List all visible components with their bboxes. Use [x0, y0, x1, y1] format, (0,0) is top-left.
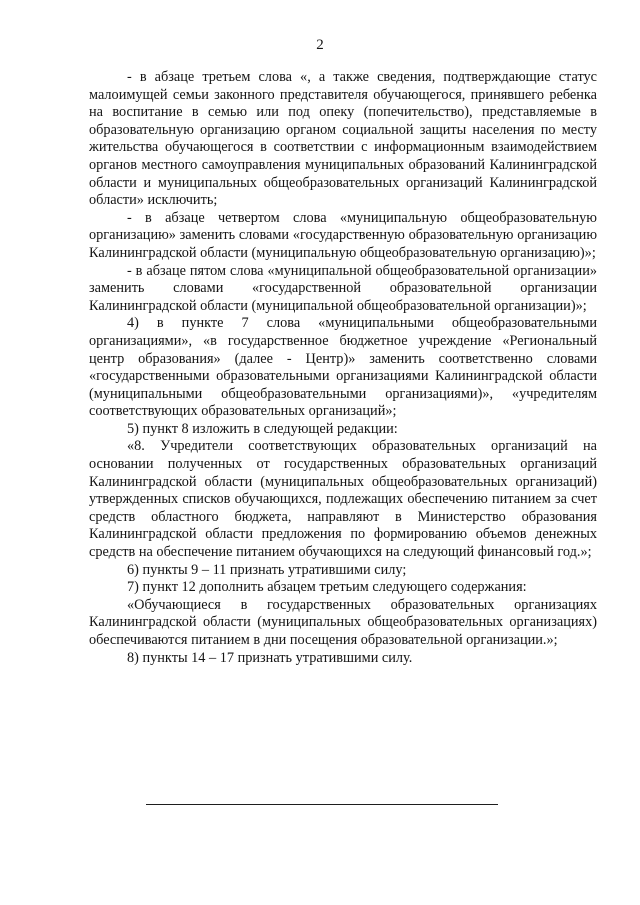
- closing-rule: [146, 804, 498, 805]
- document-body: [89, 69, 597, 667]
- paragraph-abzac-5: - в абзаце пятом слова «муниципальной общеобразовательной организации» заменить словами «государственной образовательной организации Калининградской области (муниципальной общеобразовательной организации)»;: [89, 262, 597, 314]
- paragraph-item-5: 5) пункт 8 изложить в следующей редакции:: [127, 420, 398, 437]
- paragraph-abzac-4: - в абзаце четвертом слова «муниципальную общеобразовательную организацию» заменить словами «государственную образовательную организацию Калининградской области (муниципальную общеобразовательную организацию)»;: [89, 209, 597, 261]
- paragraph-item-6: 6) пункты 9 – 11 признать утратившими силу;: [127, 561, 407, 578]
- paragraph-item-7: 7) пункт 12 дополнить абзацем третьим следующего содержания:: [127, 579, 527, 596]
- page-number: 2: [316, 37, 324, 53]
- paragraph-abzac-3: - в абзаце третьем слова «, а также сведения, подтверждающие статус малоимущей семьи законного представителя обучающегося, принявшего ребенка на воспитание в семью или под опеку (попечительство), представляемые в образовательную организацию органом социальной защиты населения по месту жительства обучающегося в соответствии с информационным взаимодействием органов местного самоуправления муниципальных образований Калининградской области и муниципальных общеобразовательных организаций Калининградской области» исключить;: [89, 69, 597, 209]
- paragraph-item-12-text: «Обучающиеся в государственных образовательных организациях Калининградской области (муниципальных общеобразовательных организациях) обеспечиваются питанием в дни посещения образовательной организации.»;: [89, 596, 597, 648]
- paragraph-item-8-text: «8. Учредители соответствующих образовательных организаций на основании полученных от государственных образовательных организаций Калининградской области (муниципальных общеобразовательных организаций) утвержденных списков обучающихся, подлежащих обеспечению питанием за счет средств областного бюджета, направляют в Министерство образования Калининградской области предложения по формированию объемов денежных средств на обеспечение питанием обучающихся на следующий финансовый год.»;: [89, 438, 597, 561]
- paragraph-item-8-final: 8) пункты 14 – 17 признать утратившими силу.: [127, 649, 413, 666]
- paragraph-item-4: 4) в пункте 7 слова «муниципальными общеобразовательными организациями», «в государственное бюджетное учреждение «Региональный центр образования» (далее - Центр)» заменить соответственно словами «государственными образовательными организациями Калининградской области (муниципальными общеобразовательными организациями)», «учредителям соответствующих образовательных организаций»;: [89, 315, 597, 420]
